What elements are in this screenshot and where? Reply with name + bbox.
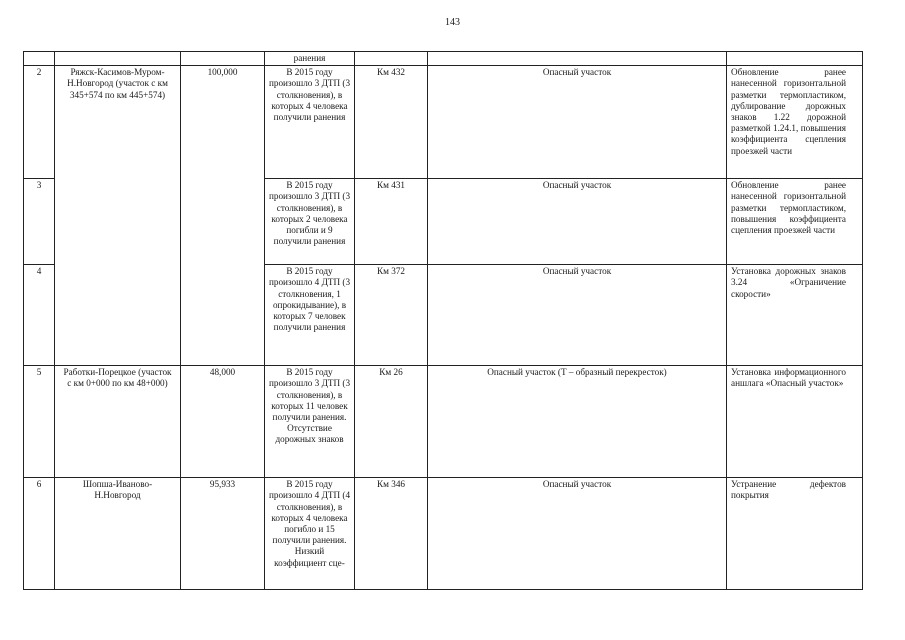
cell-length: 48,000 [181,366,265,478]
cell-road: Работки-Порецкое (участок с км 0+000 по км 48+000) [55,366,181,478]
table-row [24,179,863,265]
cell-num: 6 [24,478,55,590]
cell-num: 3 [24,179,55,265]
cell-hazard: Опасный участок [428,478,727,590]
cell-hazard [428,52,727,66]
cell-road [55,52,181,66]
cell-hazard: Опасный участок [428,179,727,265]
cell-num: 4 [24,265,55,366]
table-row [24,265,863,366]
cell-road [55,265,181,366]
table-row [24,66,863,179]
cell-length [181,179,265,265]
cell-road: Шопша-Иваново-Н.Новгород [55,478,181,590]
cell-description: В 2015 году произошло 4 ДТП (3 столкновения, 1 опрокидывание), в которых 7 человек получили ранения [265,265,355,366]
cell-action: Установка информационного аншлага «Опасный участок» [727,366,863,478]
cell-length [181,265,265,366]
cell-action: Установка дорожных знаков 3.24 «Ограничение скорости» [727,265,863,366]
cell-action: Обновление ранее нанесенной горизонтальной разметки термопластиком, дублирование дорожных знаков 1.22 дорожной разметкой 1.24.1, повышения коэффициента сцепления проезжей части [727,66,863,179]
cell-description: В 2015 году произошло 4 ДТП (4 столкновения), в которых 4 человека погибло и 15 получили ранения. Низкий коэффициент сце- [265,478,355,590]
cell-description: В 2015 году произошло 3 ДТП (3 столкновения), в которых 11 человек получили ранения. Отсутствие дорожных знаков [265,366,355,478]
cell-hazard: Опасный участок [428,66,727,179]
cell-km [355,52,428,66]
cell-length: 95,933 [181,478,265,590]
cell-km: Км 26 [355,366,428,478]
cell-length: 100,000 [181,66,265,179]
cell-action [727,52,863,66]
cell-description: ранения [265,52,355,66]
cell-num [24,52,55,66]
cell-km: Км 372 [355,265,428,366]
cell-km: Км 432 [355,66,428,179]
page-number: 143 [445,17,460,28]
road-safety-table [23,51,863,590]
table-row [24,366,863,478]
cell-num: 5 [24,366,55,478]
table-row [24,478,863,590]
cell-km: Км 346 [355,478,428,590]
cell-action: Устранение дефектов покрытия [727,478,863,590]
cell-road [55,179,181,265]
continuation-row [24,52,863,66]
cell-num: 2 [24,66,55,179]
cell-action: Обновление ранее нанесенной горизонтальной разметки термопластиком, повышения коэффициента сцепления проезжей части [727,179,863,265]
cell-description: В 2015 году произошло 3 ДТП (3 столкновения), в которых 2 человека погибли и 9 получили ранения [265,179,355,265]
cell-km: Км 431 [355,179,428,265]
cell-road: Ряжск-Касимов-Муром-Н.Новгород (участок с км 345+574 по км 445+574) [55,66,181,179]
cell-description: В 2015 году произошло 3 ДТП (3 столкновения), в которых 4 человека получили ранения [265,66,355,179]
cell-hazard: Опасный участок [428,265,727,366]
cell-length [181,52,265,66]
cell-hazard: Опасный участок (Т – образный перекресток) [428,366,727,478]
